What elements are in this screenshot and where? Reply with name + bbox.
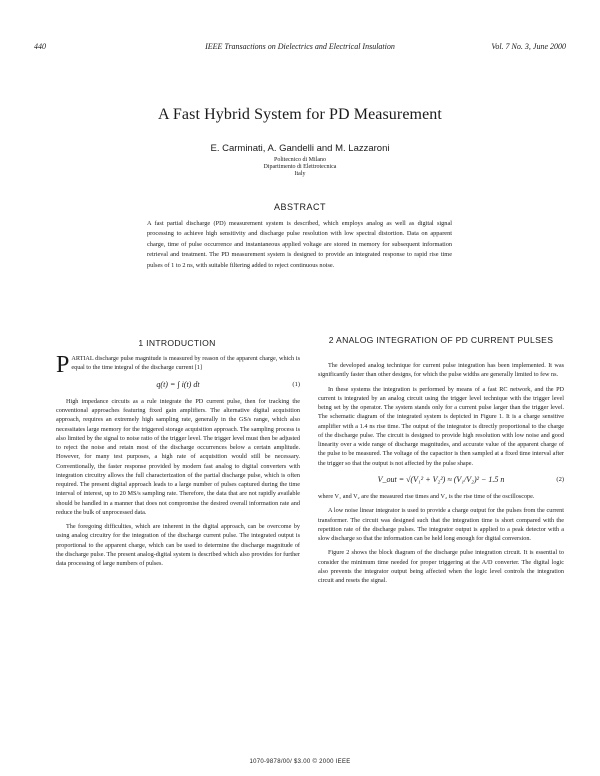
drop-cap: P	[56, 352, 70, 378]
paragraph: A low noise linear integrator is used to provide a charge output for the pulses from the current transformer. The circuit was designed such that the integration time is short compared with the repetition rate of the discharge pulses. The integrator output is applied to a peak detector with a slow discharge so that the information can be held long enough for digital conversion.	[318, 507, 564, 542]
page-number: 440	[34, 42, 46, 51]
affiliation-line: Dipartimento di Elettrotecnica	[263, 164, 337, 170]
paragraph: where V₁ and V₂ are the measured rise times and V₂ is the rise time of the oscilloscope.	[318, 493, 535, 500]
copyright-footer: 1070-9878/00/ $3.00 © 2000 IEEE	[249, 759, 351, 765]
running-header	[34, 42, 566, 54]
section-heading-analog-integration: 2 ANALOG INTEGRATION OF PD CURRENT PULSES	[328, 335, 554, 345]
abstract-heading: ABSTRACT	[273, 202, 326, 212]
paragraph: Figure 2 shows the block diagram of the discharge pulse integration circuit. It is essential to consider the minimum time needed for proper triggering at the A/D converter. The digital logic also prevents the integrator output being affected when the logic level controls the integration circuit and resets the signal.	[318, 549, 564, 584]
volume-info: Vol. 7 No. 3, June 2000	[491, 42, 566, 51]
equation-number: (2)	[556, 475, 564, 483]
paragraph: The foregoing difficulties, which are inherent in the digital approach, can be overcome by using analog circuitry for the integration of the discharge current pulse. The integrated output is proportional to the apparent charge, which can be used to determine the discharge magnitude of the discharge pulse. The present analog-digital system is described which also provides for further data processing of large numbers of pulses.	[56, 523, 300, 567]
equation-number: (1)	[292, 380, 300, 388]
equation-body: V_out = √(V₁² + V₂²) ≈ (V₁/V₂)² − 1.5 n	[377, 474, 505, 484]
equation-1	[56, 380, 300, 389]
affiliation	[0, 157, 600, 178]
equation-body: q(t) = ∫ i(t) dt	[156, 379, 200, 389]
paragraph: High impedance circuits as a rule integrate the PD current pulse, then for tracking the conventional approaches featuring fixed gain amplifiers. The alternative digital acquisition approach, requires an extremely high sampling rate, generally in the GS/s range, which also necessitates large memory for the triggered storage acquisition approach. The sampling process is also limited by the signal to noise ratio of the trigger level. The trigger level must then be adjusted to reject the noise and retain most of the discharge occurrences below a certain amplitude. However, for many test purposes, a high rate of acquisition would still be necessary. Conventionally, the faster response provided by modern fast analog to digital converters with integration circuitry allows the full characterization of the partial discharge pulse, which is often required. The present digital approach leads to a large number of pulses captured during the time interval of interest, up to 20 MS/s sampling rate. Therefore, the data that are not rapidly available should be handled in a manner that does not compromise the desired overall information rate and reduce the bulk of unprocessed data.	[56, 397, 300, 516]
authors: E. Carminati, A. Gandelli and M. Lazzaroni	[210, 143, 390, 154]
right-column	[318, 361, 564, 585]
abstract-text: A fast partial discharge (PD) measurement system is described, which employs analog as well as digital signal processing to achieve high sensitivity and discharge pulse resolution with low spectral distortion. Data on apparent charge, time of pulse occurrence and instantaneous applied voltage are stored in memory for subsequent information retrieval and treatment. The PD measurement system is designed to provide an integrated response to rapid rise time pulses of 1 to 2 ns, with suitable filtering added to reject continuous noise.	[147, 220, 452, 269]
paragraph: The developed analog technique for current pulse integration has been implemented. It was significantly faster than other designs, for which the pulse widths are generally limited to few ns.	[318, 362, 564, 379]
affiliation-line: Politecnico di Milano	[274, 157, 326, 163]
paragraph: In these systems the integration is performed by means of a fast RC network, and the PD current is integrated by an analog circuit using the trigger level technique with the trigger level being set by the operator. The system stands only for a current pulse larger than the trigger level. The schematic diagram of the integrated system is depicted in Figure 1. It is a charge sensitive amplifier with a 1.4 ns rise time. The output of the integrator is directly proportional to the charge of the discharge pulse. The circuit is designed to provide high resolution with low noise and good linearity over a wide range of discharge magnitudes, and accurate value of the apparent charge of the pulse to be measured. The voltage of the capacitor is then sampled at a fixed time interval after the trigger so that the output is not affected by the pulse shape.	[318, 385, 564, 467]
paper-title: A Fast Hybrid System for PD Measurement	[158, 106, 442, 123]
section-heading-introduction: 1 INTRODUCTION	[138, 338, 216, 348]
affiliation-line: Italy	[294, 171, 306, 177]
paragraph: PARTIAL discharge pulse magnitude is measured by reason of the apparent charge, which is equal to the time integral of the discharge current [1]	[56, 352, 300, 378]
equation-2	[318, 475, 564, 484]
left-column	[56, 354, 300, 568]
journal-name: IEEE Transactions on Dielectrics and Electrical Insulation	[205, 42, 395, 51]
